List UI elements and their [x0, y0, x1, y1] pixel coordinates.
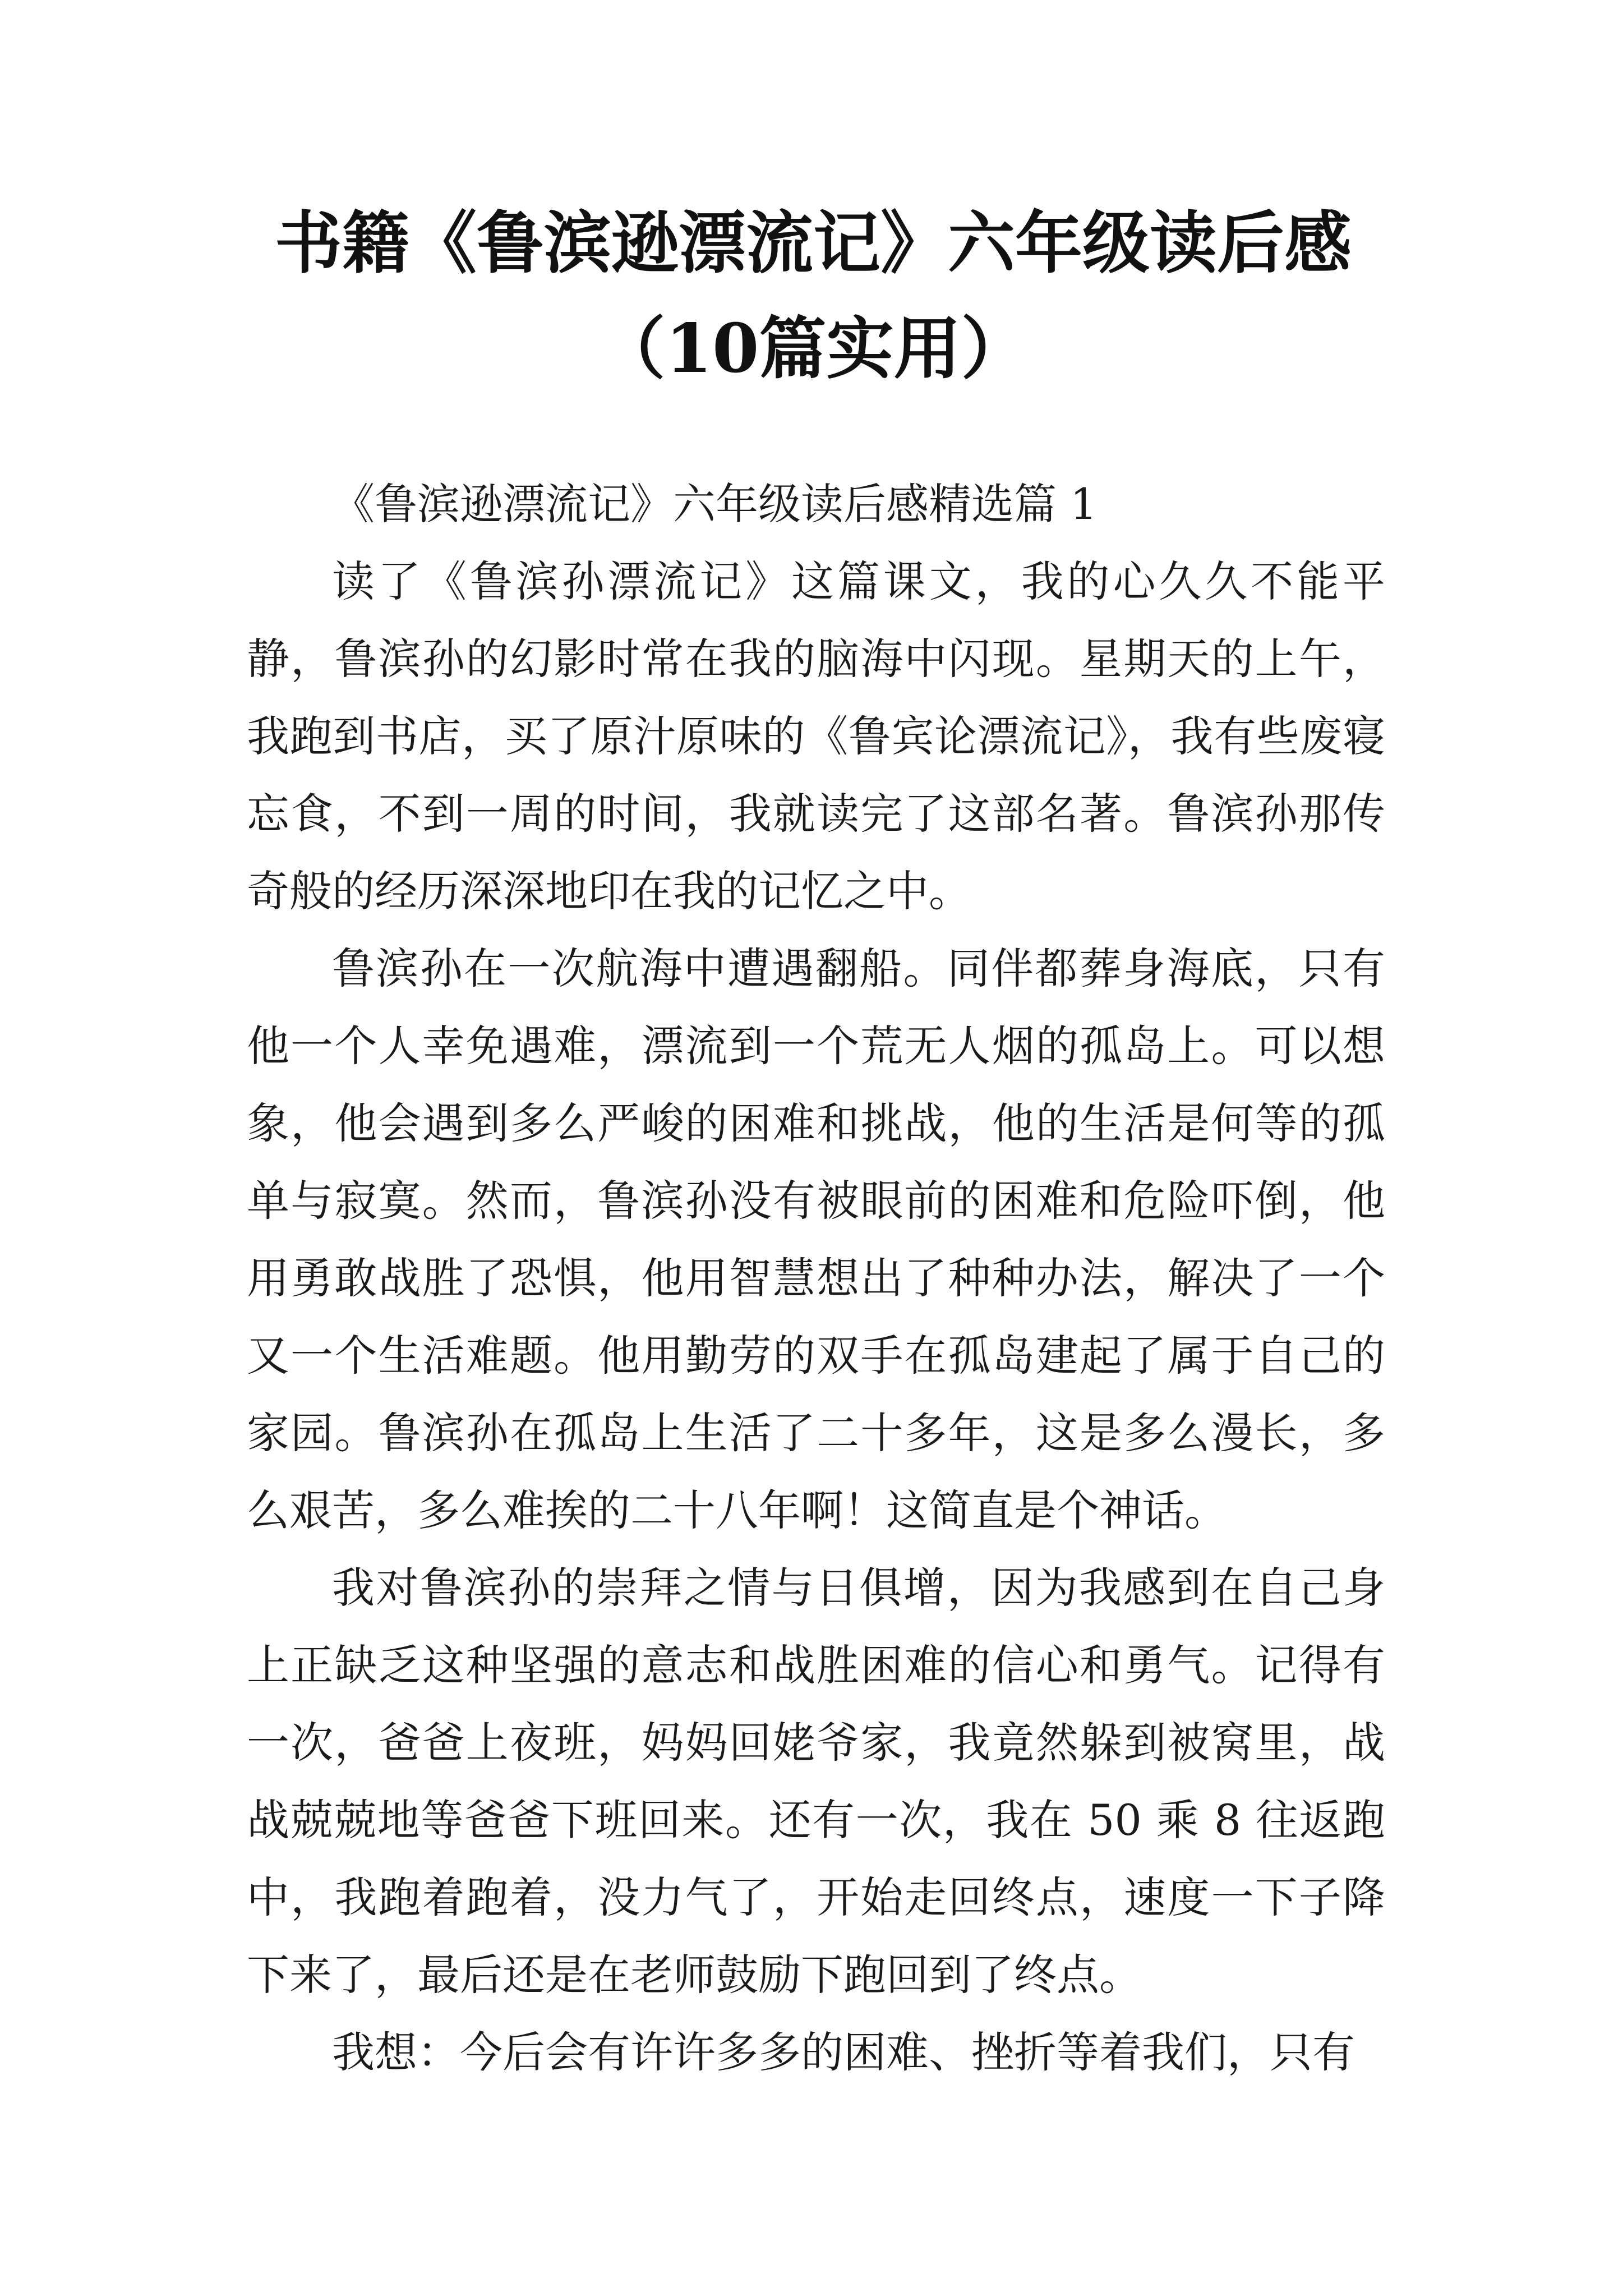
- paragraph: 我想：今后会有许许多多的困难、挫折等着我们，只有: [332, 2027, 1355, 2077]
- document-title: 书籍《鲁滨逊漂流记》六年级读后感（10篇实用）: [275, 204, 1352, 388]
- paragraph: 读了《鲁滨孙漂流记》这篇课文，我的心久久不能平静，鲁滨孙的幻影时常在我的脑海中闪现。星期天的上午，我跑到书店，买了原汁原味的《鲁宾论漂流记》，我有些废寝忘食，不到一周的时间，我就读完了这部名著。鲁滨孙那传奇般的经历深深地印在我的记忆之中。: [247, 556, 1385, 916]
- paragraph: 鲁滨孙在一次航海中遭遇翻船。同伴都葬身海底，只有他一个人幸免遇难，漂流到一个荒无人烟的孤岛上。可以想象，他会遇到多么严峻的困难和挑战，他的生活是何等的孤单与寂寞。然而，鲁滨孙没有被眼前的困难和危险吓倒，他用勇敢战胜了恐惧，他用智慧想出了种种办法，解决了一个又一个生活难题。他用勤劳的双手在孤岛建起了属于自己的家园。鲁滨孙在孤岛上生活了二十多年，这是多么漫长，多么艰苦，多么难挨的二十八年啊！这简直是个神话。: [247, 944, 1385, 1535]
- paragraph: 我对鲁滨孙的崇拜之情与日俱增，因为我感到在自己身上正缺乏这种坚强的意志和战胜困难的信心和勇气。记得有一次，爸爸上夜班，妈妈回姥爷家，我竟然躲到被窝里，战战兢兢地等爸爸下班回来。还有一次，我在 50 乘 8 往返跑中，我跑着跑着，没力气了，开始走回终点，速度一下子降下来了，最后还是在老师鼓励下跑回到了终点。: [247, 1563, 1385, 2000]
- document-body: [247, 466, 1385, 2091]
- section-heading: 《鲁滨逊漂流记》六年级读后感精选篇 1: [332, 479, 1098, 529]
